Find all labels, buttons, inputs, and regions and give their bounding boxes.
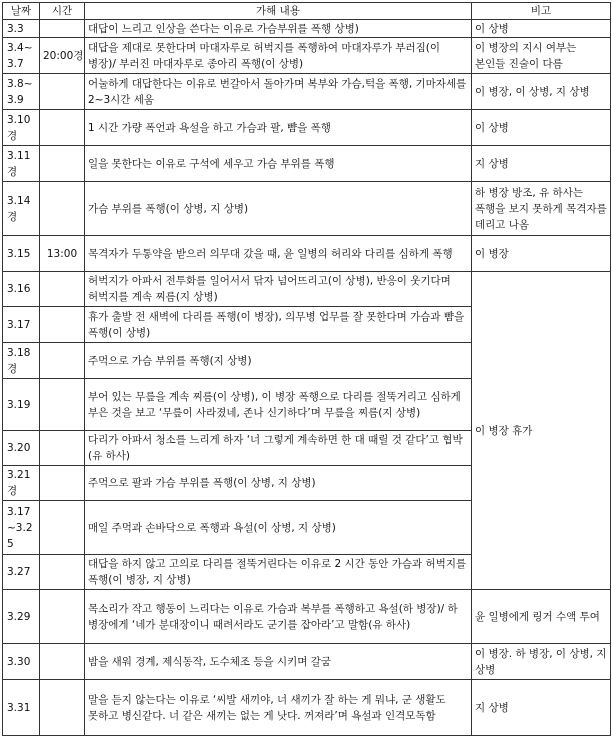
date-cell: 3.17 [3, 307, 40, 343]
date-cell: 3.27 [3, 555, 40, 590]
date-cell: 3.15 [3, 236, 40, 272]
note-cell: 지 상병 [472, 146, 611, 182]
content-cell: 어눌하게 대답한다는 이유로 번갈아서 돌아가며 복부와 가슴,턱을 폭행, 기마자세를 2~3시간 세움 [85, 74, 472, 110]
table-row [3, 272, 611, 307]
note-cell: 이 병장 [472, 236, 611, 272]
time-cell [40, 466, 85, 501]
note-cell: 이 상병 [472, 20, 611, 38]
content-cell: 대답을 제대로 못한다며 마대자루로 허벅지를 폭행하여 마대자루가 부러짐(이 병장)/ 부러진 마대자루로 종아리 폭행(이 상병) [85, 38, 472, 74]
time-cell [40, 146, 85, 182]
note-cell: 윤 일병에게 링거 수액 투여 [472, 590, 611, 644]
content-cell: 일을 못한다는 이유로 구석에 세우고 가슴 부위를 폭행 [85, 146, 472, 182]
date-cell: 3.14 경 [3, 182, 40, 236]
table-row [3, 644, 611, 680]
time-cell [40, 555, 85, 590]
note-cell: 이 병장 휴가 [472, 272, 611, 590]
content-cell: 밤을 새워 경계, 제식동작, 도수체조 등을 시키며 갈굼 [85, 644, 472, 680]
note-cell: 이 병장. 하 병장, 이 상병, 지 상병 [472, 644, 611, 680]
time-cell [40, 272, 85, 307]
content-cell: 허벅지가 아파서 전투화를 일어서서 닦자 넘어뜨리고(이 상병), 반응이 웃기다며 허벅지를 계속 찌름(지 상병) [85, 272, 472, 307]
date-cell: 3.4~ 3.7 [3, 38, 40, 74]
note-cell: 이 병장, 이 상병, 지 상병 [472, 74, 611, 110]
date-cell: 3.8~ 3.9 [3, 74, 40, 110]
table-row [3, 110, 611, 146]
incident-table [2, 2, 611, 736]
date-cell: 3.18 경 [3, 343, 40, 379]
content-cell: 부어 있는 무릎을 계속 찌름(이 상병), 이 병장 폭행으로 다리를 절뚝거리고 심하게 부은 것을 보고 ‘무릎이 사라졌네, 존나 신기하다’며 무릎을 찌름(지 상병) [85, 379, 472, 431]
date-cell: 3.11 경 [3, 146, 40, 182]
time-cell [40, 680, 85, 736]
table-row [3, 590, 611, 644]
content-cell: 가슴 부위를 폭행(이 상병, 지 상병) [85, 182, 472, 236]
time-cell [40, 182, 85, 236]
table-row [3, 680, 611, 736]
time-cell [40, 20, 85, 38]
time-cell [40, 501, 85, 555]
content-cell: 목격자가 두통약을 받으러 의무대 갔을 때, 윤 일병의 허리와 다리를 심하게 폭행 [85, 236, 472, 272]
date-cell: 3.10 경 [3, 110, 40, 146]
table-row [3, 236, 611, 272]
time-cell [40, 74, 85, 110]
date-cell: 3.29 [3, 590, 40, 644]
date-cell: 3.21 경 [3, 466, 40, 501]
time-cell: 20:00경 [40, 38, 85, 74]
header-date: 날짜 [3, 3, 40, 20]
time-cell [40, 343, 85, 379]
time-cell [40, 431, 85, 466]
time-cell [40, 590, 85, 644]
date-cell: 3.19 [3, 379, 40, 431]
table-row [3, 38, 611, 74]
date-cell: 3.31 [3, 680, 40, 736]
header-note: 비고 [472, 3, 611, 20]
content-cell: 대답이 느리고 인상을 쓴다는 이유로 가슴부위를 폭행 상병) [85, 20, 472, 38]
time-cell [40, 307, 85, 343]
table-row [3, 182, 611, 236]
time-cell [40, 110, 85, 146]
note-cell: 이 병장의 지시 여부는 본인들 진술이 다름 [472, 38, 611, 74]
date-cell: 3.17 ~3.2 5 [3, 501, 40, 555]
header-row [3, 3, 611, 20]
content-cell: 다리가 아파서 청소를 느리게 하자 ‘너 그렇게 계속하면 한 대 때릴 것 같다’고 협박(유 하사) [85, 431, 472, 466]
table-row [3, 20, 611, 38]
note-cell: 지 상병 [472, 680, 611, 736]
time-cell [40, 644, 85, 680]
content-cell: 말을 듣지 않는다는 이유로 ‘씨발 새끼야, 너 새끼가 잘 하는 게 뭐냐, 군 생활도 못하고 병신같다. 너 같은 새끼는 없는 게 낫다. 꺼져라’며 욕설과 인격모독함 [85, 680, 472, 736]
note-cell: 하 병장 방조, 유 하사는 폭행을 보지 못하게 목격자를 데리고 나옴 [472, 182, 611, 236]
date-cell: 3.3 [3, 20, 40, 38]
content-cell: 주먹으로 팔과 가슴 부위를 폭행(이 상병, 지 상병) [85, 466, 472, 501]
content-cell: 주먹으로 가슴 부위를 폭행(지 상병) [85, 343, 472, 379]
date-cell: 3.16 [3, 272, 40, 307]
date-cell: 3.20 [3, 431, 40, 466]
note-cell: 이 상병 [472, 110, 611, 146]
content-cell: 1 시간 가량 폭언과 욕설을 하고 가슴과 팔, 뺨을 폭행 [85, 110, 472, 146]
content-cell: 대답을 하지 않고 고의로 다리를 절뚝거린다는 이유로 2 시간 동안 가슴과 허벅지를 폭행(이 병장, 지 상병) [85, 555, 472, 590]
table-row [3, 74, 611, 110]
content-cell: 휴가 출발 전 새벽에 다리를 폭행(이 병장), 의무병 업무를 잘 못한다며 가슴과 뺨을 폭행(이 상병) [85, 307, 472, 343]
table-row [3, 146, 611, 182]
time-cell: 13:00 [40, 236, 85, 272]
header-time: 시간 [40, 3, 85, 20]
content-cell: 목소리가 작고 행동이 느리다는 이유로 가슴과 복부를 폭행하고 욕설(하 병장)/ 하 병장에게 ‘네가 분대장이니 때려서라도 군기를 잡아라’고 말함(유 하사) [85, 590, 472, 644]
header-content: 가해 내용 [85, 3, 472, 20]
time-cell [40, 379, 85, 431]
content-cell: 매일 주먹과 손바닥으로 폭행과 욕설(이 상병, 지 상병) [85, 501, 472, 555]
date-cell: 3.30 [3, 644, 40, 680]
